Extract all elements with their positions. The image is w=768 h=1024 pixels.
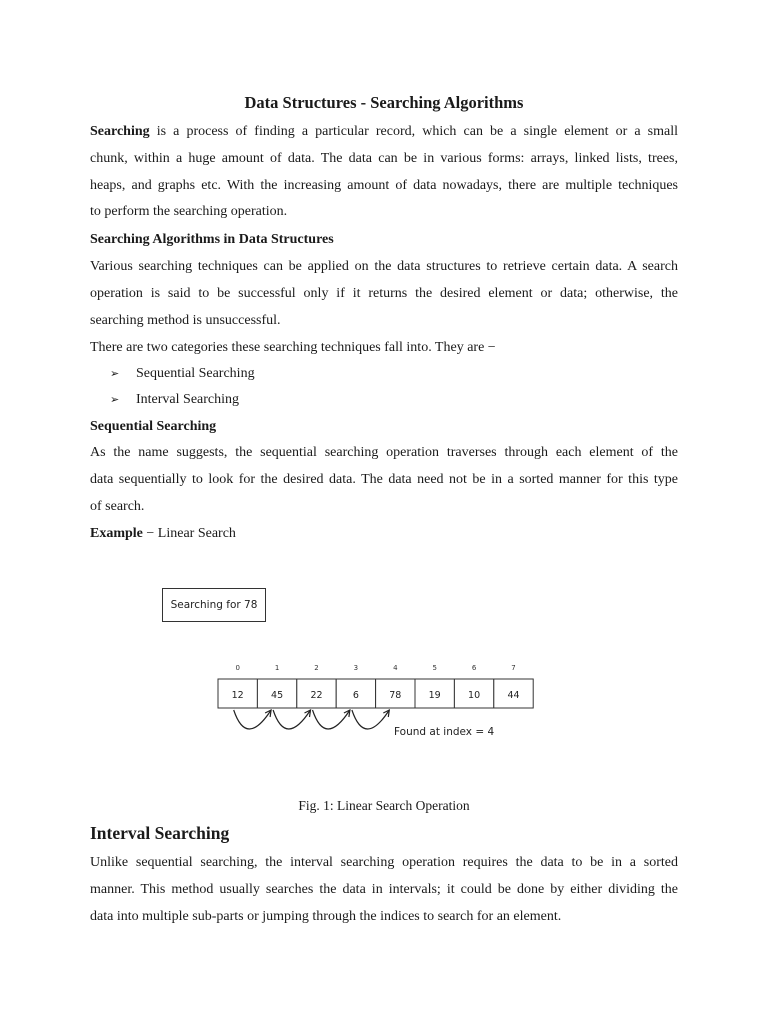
algorithms-line-3: searching method is unsuccessful. — [90, 312, 281, 328]
array-cell-value: 45 — [271, 690, 284, 701]
category-label: Sequential Searching — [136, 366, 255, 381]
intro-line-1-text: is a process of finding a particular record, which can be a single element or a small — [149, 124, 678, 139]
example-text: − Linear Search — [142, 526, 236, 541]
category-item-interval — [110, 392, 239, 408]
category-label: Interval Searching — [136, 392, 240, 407]
example-line — [90, 526, 236, 542]
sequential-heading: Sequential Searching — [90, 419, 217, 434]
interval-line-1: Unlike sequential searching, the interval searching operation requires the data to be in a sorted — [90, 855, 678, 870]
sequential-line-1: As the name suggests, the sequential searching operation traverses through each element of the — [90, 445, 678, 460]
array-index-label: 4 — [393, 664, 398, 672]
algorithms-paragraph — [90, 254, 678, 334]
array-index-label: 7 — [511, 664, 516, 672]
document-title: Data Structures - Searching Algorithms — [244, 93, 524, 112]
linear-search-figure — [150, 575, 570, 775]
interval-paragraph — [90, 850, 678, 930]
sequential-paragraph — [90, 440, 678, 520]
array-cell-value: 10 — [468, 690, 481, 701]
array-cell-value: 19 — [428, 690, 441, 701]
algorithms-heading: Searching Algorithms in Data Structures — [90, 232, 334, 247]
intro-line-2: chunk, within a huge amount of data. The data can be in various forms: arrays, linked lists, trees, — [90, 150, 678, 166]
figure-caption: Fig. 1: Linear Search Operation — [298, 798, 470, 813]
intro-paragraph — [90, 119, 678, 226]
search-target-box: Searching for 78 — [162, 588, 266, 622]
array-cell-value: 44 — [507, 690, 520, 701]
algorithms-line-1: Various searching techniques can be applied on the data structures to retrieve certain data. A search — [90, 259, 678, 274]
arrow-bullet-icon: ➢ — [110, 367, 120, 380]
interval-heading: Interval Searching — [90, 823, 230, 843]
interval-line-2: manner. This method usually searches the data in intervals; it could be done by either dividing the — [90, 881, 678, 897]
intro-line-3: heaps, and graphs etc. With the increasing amount of data nowadays, there are multiple techniques — [90, 177, 678, 193]
algorithms-line-2: operation is said to be successful only if it returns the desired element or data; otherwise, the — [90, 285, 678, 301]
sequential-line-3: of search. — [90, 498, 145, 514]
array-cell-value: 22 — [310, 690, 323, 701]
intro-line-4: to perform the searching operation. — [90, 204, 288, 220]
array-index-label: 5 — [432, 664, 437, 672]
intro-line-1 — [90, 119, 678, 146]
array-index-label: 3 — [353, 664, 359, 672]
array-cell-value: 6 — [352, 690, 359, 701]
array-diagram — [150, 575, 570, 775]
array-index-label: 2 — [314, 664, 319, 672]
array-cell-value: 12 — [231, 690, 244, 701]
array-index-label: 0 — [235, 664, 240, 672]
example-label: Example — [90, 526, 143, 541]
array-index-label: 1 — [274, 664, 280, 672]
array-cell-value: 78 — [389, 690, 402, 701]
categories-intro: There are two categories these searching techniques fall into. They are − — [90, 340, 496, 355]
arrow-bullet-icon: ➢ — [110, 393, 120, 406]
sequential-line-2: data sequentially to look for the desired data. The data need not be in a sorted manner for this type — [90, 471, 678, 487]
category-item-sequential — [110, 366, 255, 382]
interval-line-3: data into multiple sub-parts or jumping through the indices to search for an element. — [90, 908, 562, 924]
array-index-label: 6 — [471, 664, 477, 672]
found-at-index-label: Found at index = 4 — [394, 726, 495, 738]
intro-bold-lead: Searching — [90, 124, 150, 139]
